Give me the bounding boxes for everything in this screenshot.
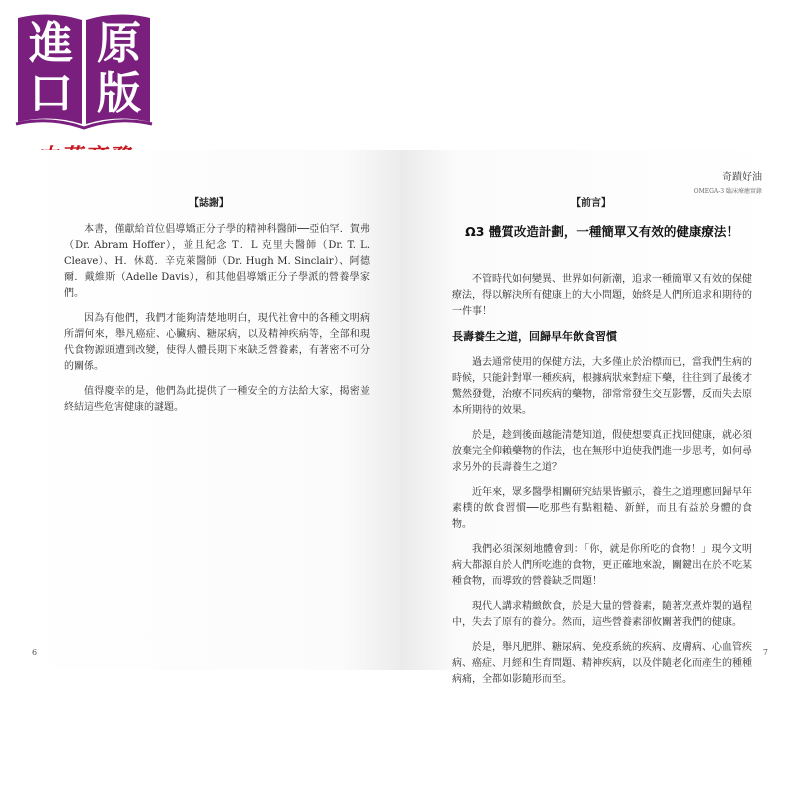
section-label-acknowledgements: 【誌謝】 xyxy=(189,198,229,209)
paragraph: 值得慶幸的是，他們為此提供了一種安全的方法給大家，揭密並終結這些危害健康的謎題。 xyxy=(64,386,370,413)
paragraph: 於是，趁到後面越能清楚知道，假使想要真正找回健康，就必須放棄完全仰賴藥物的作法，也在無形中迫使我們進一步思考，如何尋求另外的長壽養生之道？ xyxy=(452,430,752,473)
running-head-title: 奇蹟好油 xyxy=(722,172,762,183)
watermark-logo xyxy=(14,12,154,172)
right-page xyxy=(400,150,782,685)
left-page-body xyxy=(64,222,370,425)
chapter-title: Ω3 體質改造計劃，一種簡單又有效的健康療法！ xyxy=(465,224,739,239)
paragraph: 現代人講求精緻飲食，於是大量的營養素，隨著烹煮炸製的過程中，失去了原有的養分。然而，這些營養素卻攸關著我們的健康。 xyxy=(452,601,752,628)
paragraph: 本書，僅獻給首位倡導矯正分子學的精神科醫師──亞伯罕．賀弗（Dr. Abram Hoffer），並且紀念 T．L 克里夫醫師（Dr. T. L. Cleave）、H．休葛．辛克萊醫師（Dr. Hugh M. Sinclair）、阿德爾．戴維斯（Adelle Davis），和其他倡導矯正分子學派的營養學家們。 xyxy=(64,224,370,299)
paragraph: 近年來，眾多醫學相關研究結果皆顯示，養生之道理應回歸早年素樸的飲食習慣──吃那些有點粗糙、新鮮，而且有益於身體的食物。 xyxy=(452,487,752,530)
page-number-right: 7 xyxy=(762,648,768,657)
watermark-char: 口 xyxy=(29,68,73,119)
paragraph: 因為有他們，我們才能夠清楚地明白，現代社會中的各種文明病所謂何來，舉凡癌症、心臟病、糖尿病，以及精神疾病等，全部和現代食物源頭遭到改變，使得人體長期下來缺乏營養素，有著密不可分的關係。 xyxy=(64,313,370,372)
page-number-left: 6 xyxy=(32,648,38,657)
watermark-char: 版 xyxy=(97,68,141,119)
watermark-char: 進 xyxy=(29,18,73,69)
subheading: 長壽養生之道，回歸早年飲食習慣 xyxy=(452,330,617,343)
running-head-subtitle: OMEGA-3 臨床療癒實錄 xyxy=(693,188,762,195)
intro-paragraph: 不管時代如何變異、世界如何新潮，追求一種簡單又有效的保健療法，得以解決所有健康上的大小問題，始終是人們所追求和期待的一件事！ xyxy=(452,274,752,317)
book-spread xyxy=(18,150,782,685)
paragraph: 我們必須深刻地體會到：「你，就是你所吃的食物！」現今文明病大都源自於人們所吃進的食物，更正確地來說，關鍵出在於不吃某種食物，而導致的營養缺乏問題！ xyxy=(452,544,752,587)
left-page xyxy=(18,150,400,670)
section-label-preface: 【前言】 xyxy=(571,198,611,209)
running-head xyxy=(694,168,762,195)
watermark-char: 原 xyxy=(97,18,141,69)
paragraph: 過去通常使用的保健方法，大多僅止於治標而已，當我們生病的時候，只能針對單一種疾病，根據病狀來對症下藥，往往到了最後才驚然發覺，治療不同疾病的藥物，卻常常發生交互影響，反而失去原本所期待的效果。 xyxy=(452,357,752,416)
right-page-body xyxy=(452,272,752,697)
paragraph: 於是，舉凡肥胖、糖尿病、免疫系統的疾病、皮膚病、心血管疾病、癌症、月經和生育問題、精神疾病，以及伴隨老化而產生的種種病痛，全都如影隨形而至。 xyxy=(452,642,752,685)
